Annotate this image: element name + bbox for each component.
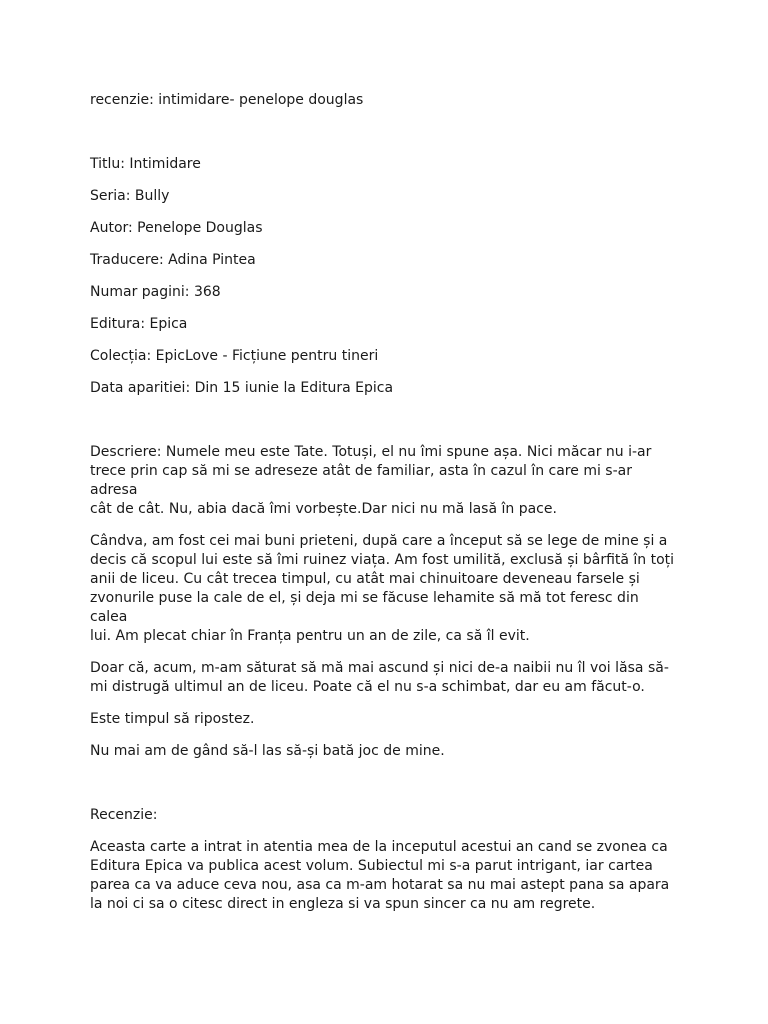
document-title: recenzie: intimidare- penelope douglas (90, 92, 364, 108)
description-paragraph: Este timpul să ripostez. (90, 711, 255, 727)
meta-title: Titlu: Intimidare (90, 156, 201, 172)
meta-release-date: Data aparitiei: Din 15 iunie la Editura Epica (90, 380, 394, 396)
description-paragraph: Descriere: Numele meu este Tate. Totuși, el nu îmi spune așa. Nici măcar nu i-ar trece prin cap să mi se adreseze atât de familiar, asta în cazul în care mi s-ar adresa cât de cât. Nu, abia dacă îmi vorbește.Dar nici nu mă lasă în pace. (90, 444, 652, 517)
meta-author: Autor: Penelope Douglas (90, 220, 263, 236)
description-paragraph: Doar că, acum, m-am săturat să mă mai ascund și nici de-a naibii nu îl voi lăsa să- mi distrugă ultimul an de liceu. Poate că el nu s-a schimbat, dar eu am făcut-o. (90, 660, 669, 695)
review-paragraph: Aceasta carte a intrat in atentia mea de la inceputul acestui an cand se zvonea ca Editura Epica va publica acest volum. Subiectul mi s-a parut intrigant, iar cartea parea ca va aduce ceva nou, asa ca m-am hotarat sa nu mai astept pana sa apara la noi ci sa o citesc direct in engleza si va spun sincer ca nu am regrete. (90, 839, 670, 912)
review-heading: Recenzie: (90, 807, 158, 823)
meta-collection: Colecția: EpicLove - Ficțiune pentru tineri (90, 348, 379, 364)
meta-pages: Numar pagini: 368 (90, 284, 221, 300)
meta-series: Seria: Bully (90, 188, 170, 204)
meta-translator: Traducere: Adina Pintea (90, 252, 256, 268)
description-paragraph: Cândva, am fost cei mai buni prieteni, după care a început să se lege de mine și a decis că scopul lui este să îmi ruinez viața. Am fost umilită, exclusă și bârfită în toți anii de liceu. Cu cât trecea timpul, cu atât mai chinuitoare deveneau farsele și zvonurile puse la cale de el, și deja mi se făcuse lehamite să mă tot feresc din calea lui. Am plecat chiar în Franța pentru un an de zile, ca să îl evit. (90, 533, 675, 644)
document-page (90, 91, 680, 927)
meta-publisher: Editura: Epica (90, 316, 188, 332)
description-paragraph: Nu mai am de gând să-l las să-și bată joc de mine. (90, 743, 445, 759)
